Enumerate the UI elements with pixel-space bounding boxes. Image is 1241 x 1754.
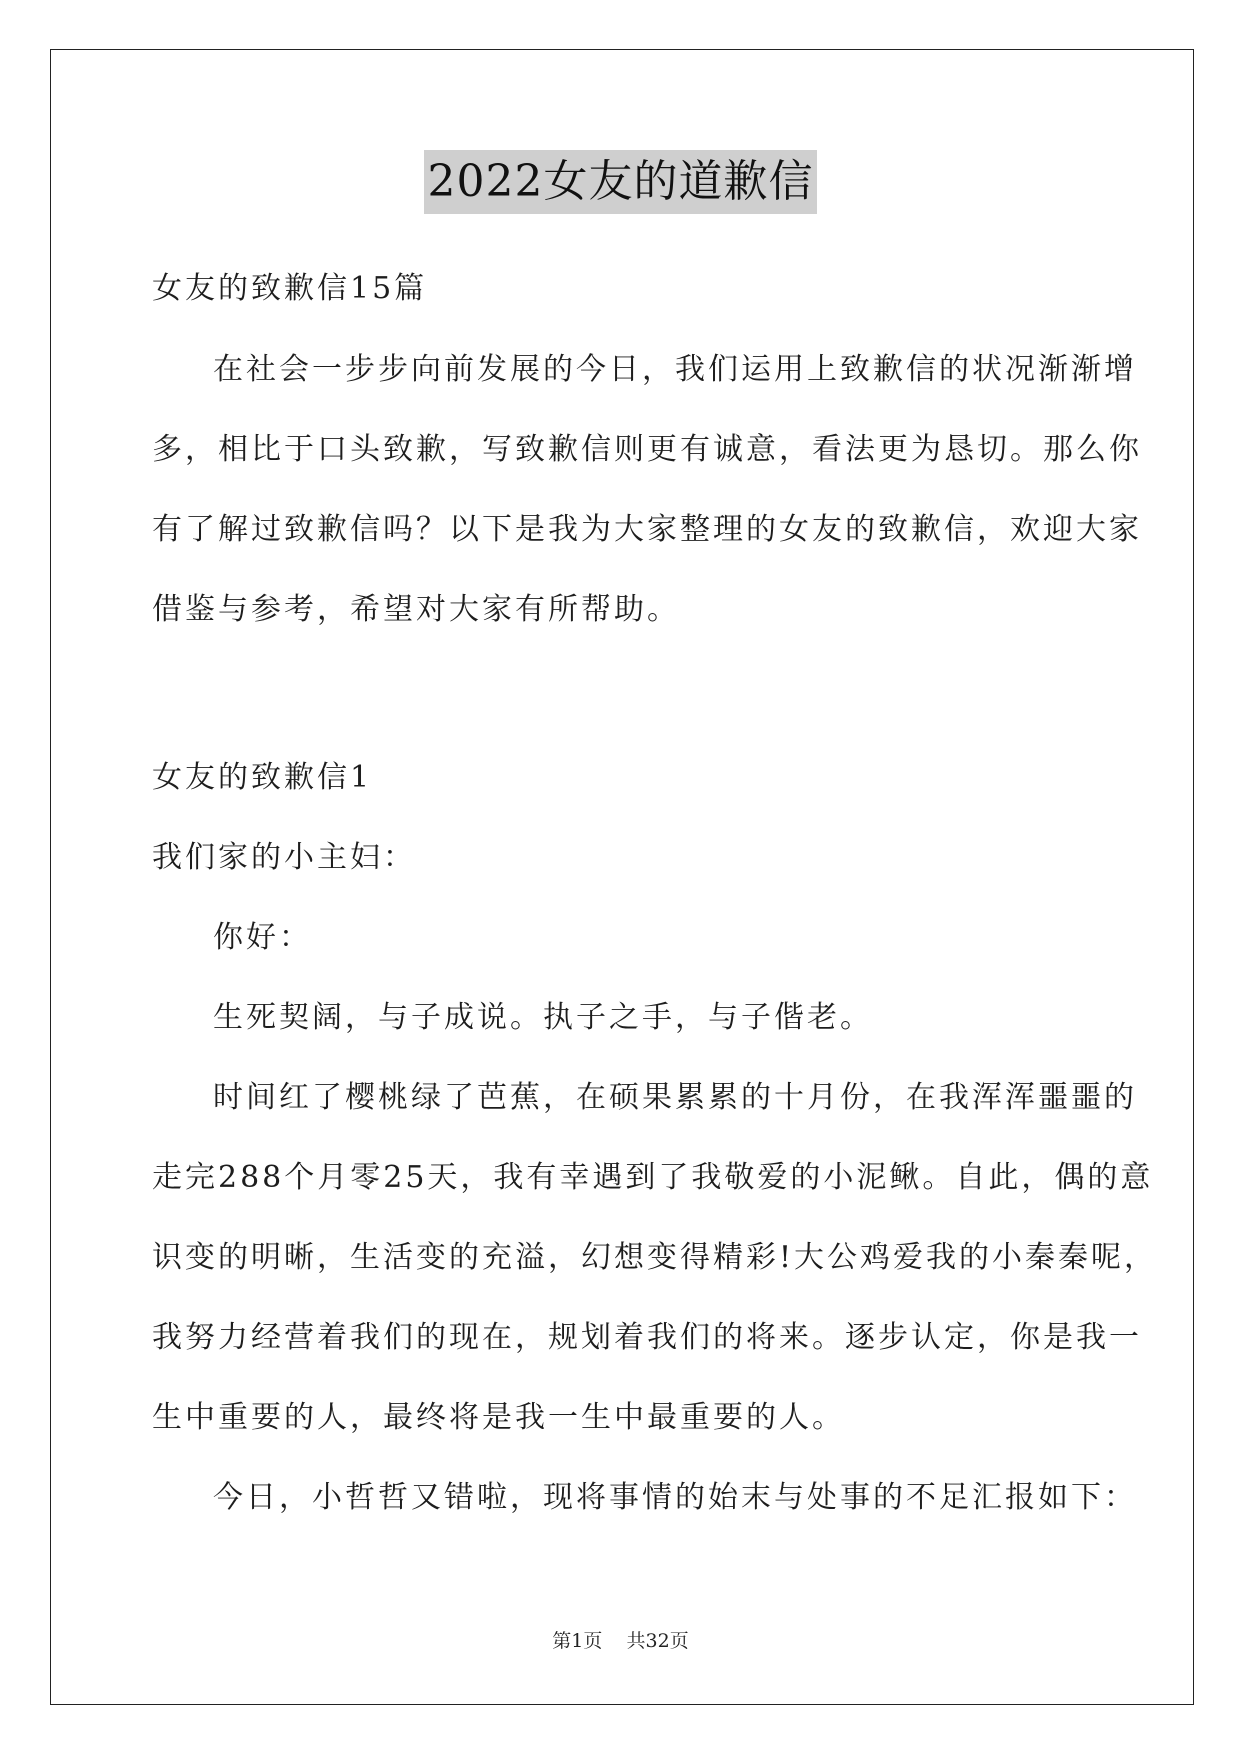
page-number: 第1页 xyxy=(552,1630,603,1652)
quote-line: 生死契阔，与子成说。执子之手，与子偕老。 xyxy=(213,1000,873,1035)
paragraph1-line-3: 识变的明晰，生活变的充溢，幻想变得精彩!大公鸡爱我的小秦秦呢， xyxy=(152,1240,1158,1275)
intro-line-2: 多，相比于口头致歉，写致歉信则更有诚意，看法更为恳切。那么你 xyxy=(152,432,1142,467)
intro-line-3: 有了解过致歉信吗？以下是我为大家整理的女友的致歉信，欢迎大家 xyxy=(152,512,1142,547)
page-footer xyxy=(0,1628,1241,1654)
paragraph1-line-1: 时间红了樱桃绿了芭蕉，在硕果累累的十月份，在我浑浑噩噩的 xyxy=(213,1080,1137,1115)
section-heading: 女友的致歉信1 xyxy=(152,760,373,795)
paragraph2-line-1: 今日，小哲哲又错啦，现将事情的始末与处事的不足汇报如下： xyxy=(213,1480,1137,1515)
title-container xyxy=(0,150,1241,214)
greeting: 你好： xyxy=(213,920,312,955)
intro-line-1: 在社会一步步向前发展的今日，我们运用上致歉信的状况渐渐增 xyxy=(213,352,1137,387)
intro-line-4: 借鉴与参考，希望对大家有所帮助。 xyxy=(152,592,680,627)
page-total: 共32页 xyxy=(626,1630,689,1652)
subtitle: 女友的致歉信15篇 xyxy=(152,271,428,306)
paragraph1-line-5: 生中重要的人，最终将是我一生中最重要的人。 xyxy=(152,1400,845,1435)
paragraph1-line-4: 我努力经营着我们的现在，规划着我们的将来。逐步认定，你是我一 xyxy=(152,1320,1142,1355)
salutation: 我们家的小主妇： xyxy=(152,840,416,875)
paragraph1-line-2: 走完288个月零25天，我有幸遇到了我敬爱的小泥鳅。自此，偶的意 xyxy=(152,1160,1154,1195)
document-title: 2022女友的道歉信 xyxy=(424,150,818,214)
